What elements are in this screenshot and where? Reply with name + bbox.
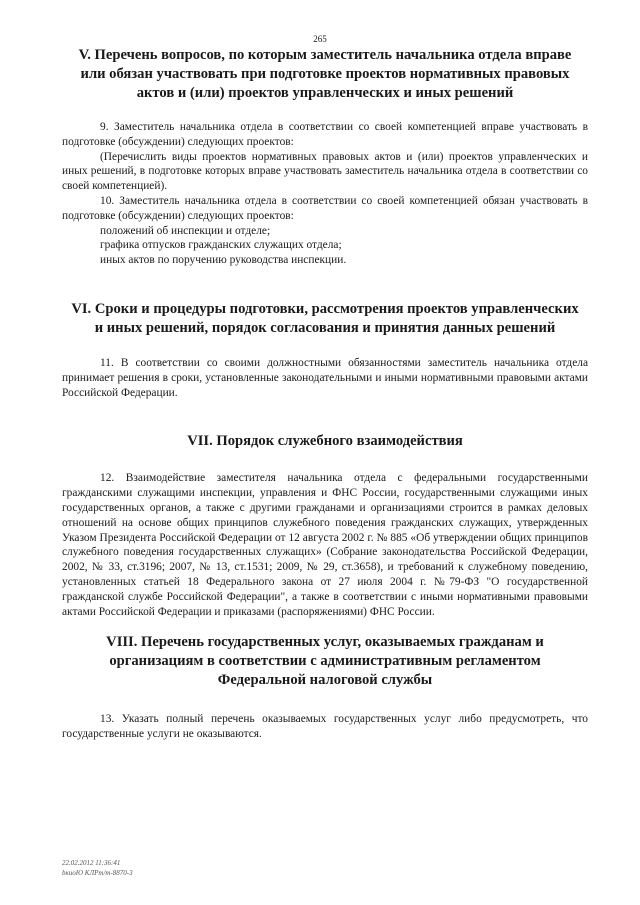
section-viii-heading: [62, 633, 588, 690]
document-footer-stamp: [62, 858, 133, 878]
paragraph-11: 11. В соответствии со своими должностными обязанностями заместитель начальника отдела принимает решения в сроки, установленные законодательными и иными нормативными правовыми актами Российской Федерации.: [62, 356, 588, 399]
list-item: иных актов по поручению руководства инспекции.: [100, 254, 347, 267]
document-body: [62, 46, 588, 742]
section-vii-heading: [62, 432, 588, 451]
section-vi-heading: [62, 300, 588, 338]
heading-line: VIII. Перечень государственных услуг, оказываемых гражданам и: [106, 634, 544, 651]
footer-code: bкиоЮ КЛРт/т-8870-3: [62, 869, 133, 877]
heading-line: или обязан участвовать при подготовке проектов нормативных правовых: [80, 66, 570, 82]
heading-line: и иных решений, порядок согласования и принятия данных решений: [94, 319, 556, 336]
heading-line: V. Перечень вопросов, по которым заместитель начальника отдела вправе: [78, 47, 572, 63]
paragraph-9: 9. Заместитель начальника отдела в соответствии со своей компетенцией вправе участвовать в подготовке (обсуждении) следующих проектов:: [62, 121, 588, 148]
paragraph-12: 12. Взаимодействие заместителя начальника отдела с федеральными государственными гражданскими служащими инспекции, управления и ФНС России, государственными служащими иных государственных органов, а также с другими гражданами и организациями строится в рамках деловых отношений на основе общих принципов служебного поведения гражданских служащих, утвержденных Указом Президента Российской Федерации от 12 августа 2002 г. № 885 «Об утверждении общих принципов служебного поведения государственных служащих» (Собрание законодательства Российской Федерации, 2002, № 33, ст.3196; 2007, № 13, ст.1531; 2009, № 29, ст.3658), и требований к служебному поведению, установленных статьей 18 Федерального закона от 27 июля 2004 г. №79-ФЗ "О государственной гражданской службе Российской Федерации", а также в соответствии с иными нормативными правовыми актами Российской Федерации и приказами (распоряжениями) ФНС России.: [62, 472, 588, 618]
paragraph-13: 13. Указать полный перечень оказываемых государственных услуг либо предусмотреть, что государственные услуги не оказываются.: [62, 713, 588, 741]
page-number: 265: [313, 34, 327, 44]
heading-line: Федеральной налоговой службы: [217, 672, 433, 689]
heading-line: организациям в соответствии с административным регламентом: [109, 653, 541, 670]
heading-line: VI. Сроки и процедуры подготовки, рассмотрения проектов управленческих: [71, 300, 579, 317]
paragraph-9-note: (Перечислить виды проектов нормативных правовых актов и (или) проектов управленческих и иных решений, в подготовке которых вправе участвовать заместитель начальника отдела в соответствии со своей компетенцией).: [62, 150, 588, 193]
list-item: графика отпусков гражданских служащих отдела;: [100, 239, 342, 252]
heading-line: актов и (или) проектов управленческих и иных решений: [136, 85, 514, 101]
footer-timestamp: 22.02.2012 11:36:41: [62, 859, 121, 867]
section-v-heading: [62, 46, 588, 103]
list-item: положений об инспекции и отделе;: [100, 224, 271, 237]
paragraph-10: 10. Заместитель начальника отдела в соответствии со своей компетенцией обязан участвовать в подготовке (обсуждении) следующих проектов:: [62, 194, 588, 222]
heading-line: VII. Порядок служебного взаимодействия: [187, 433, 463, 450]
